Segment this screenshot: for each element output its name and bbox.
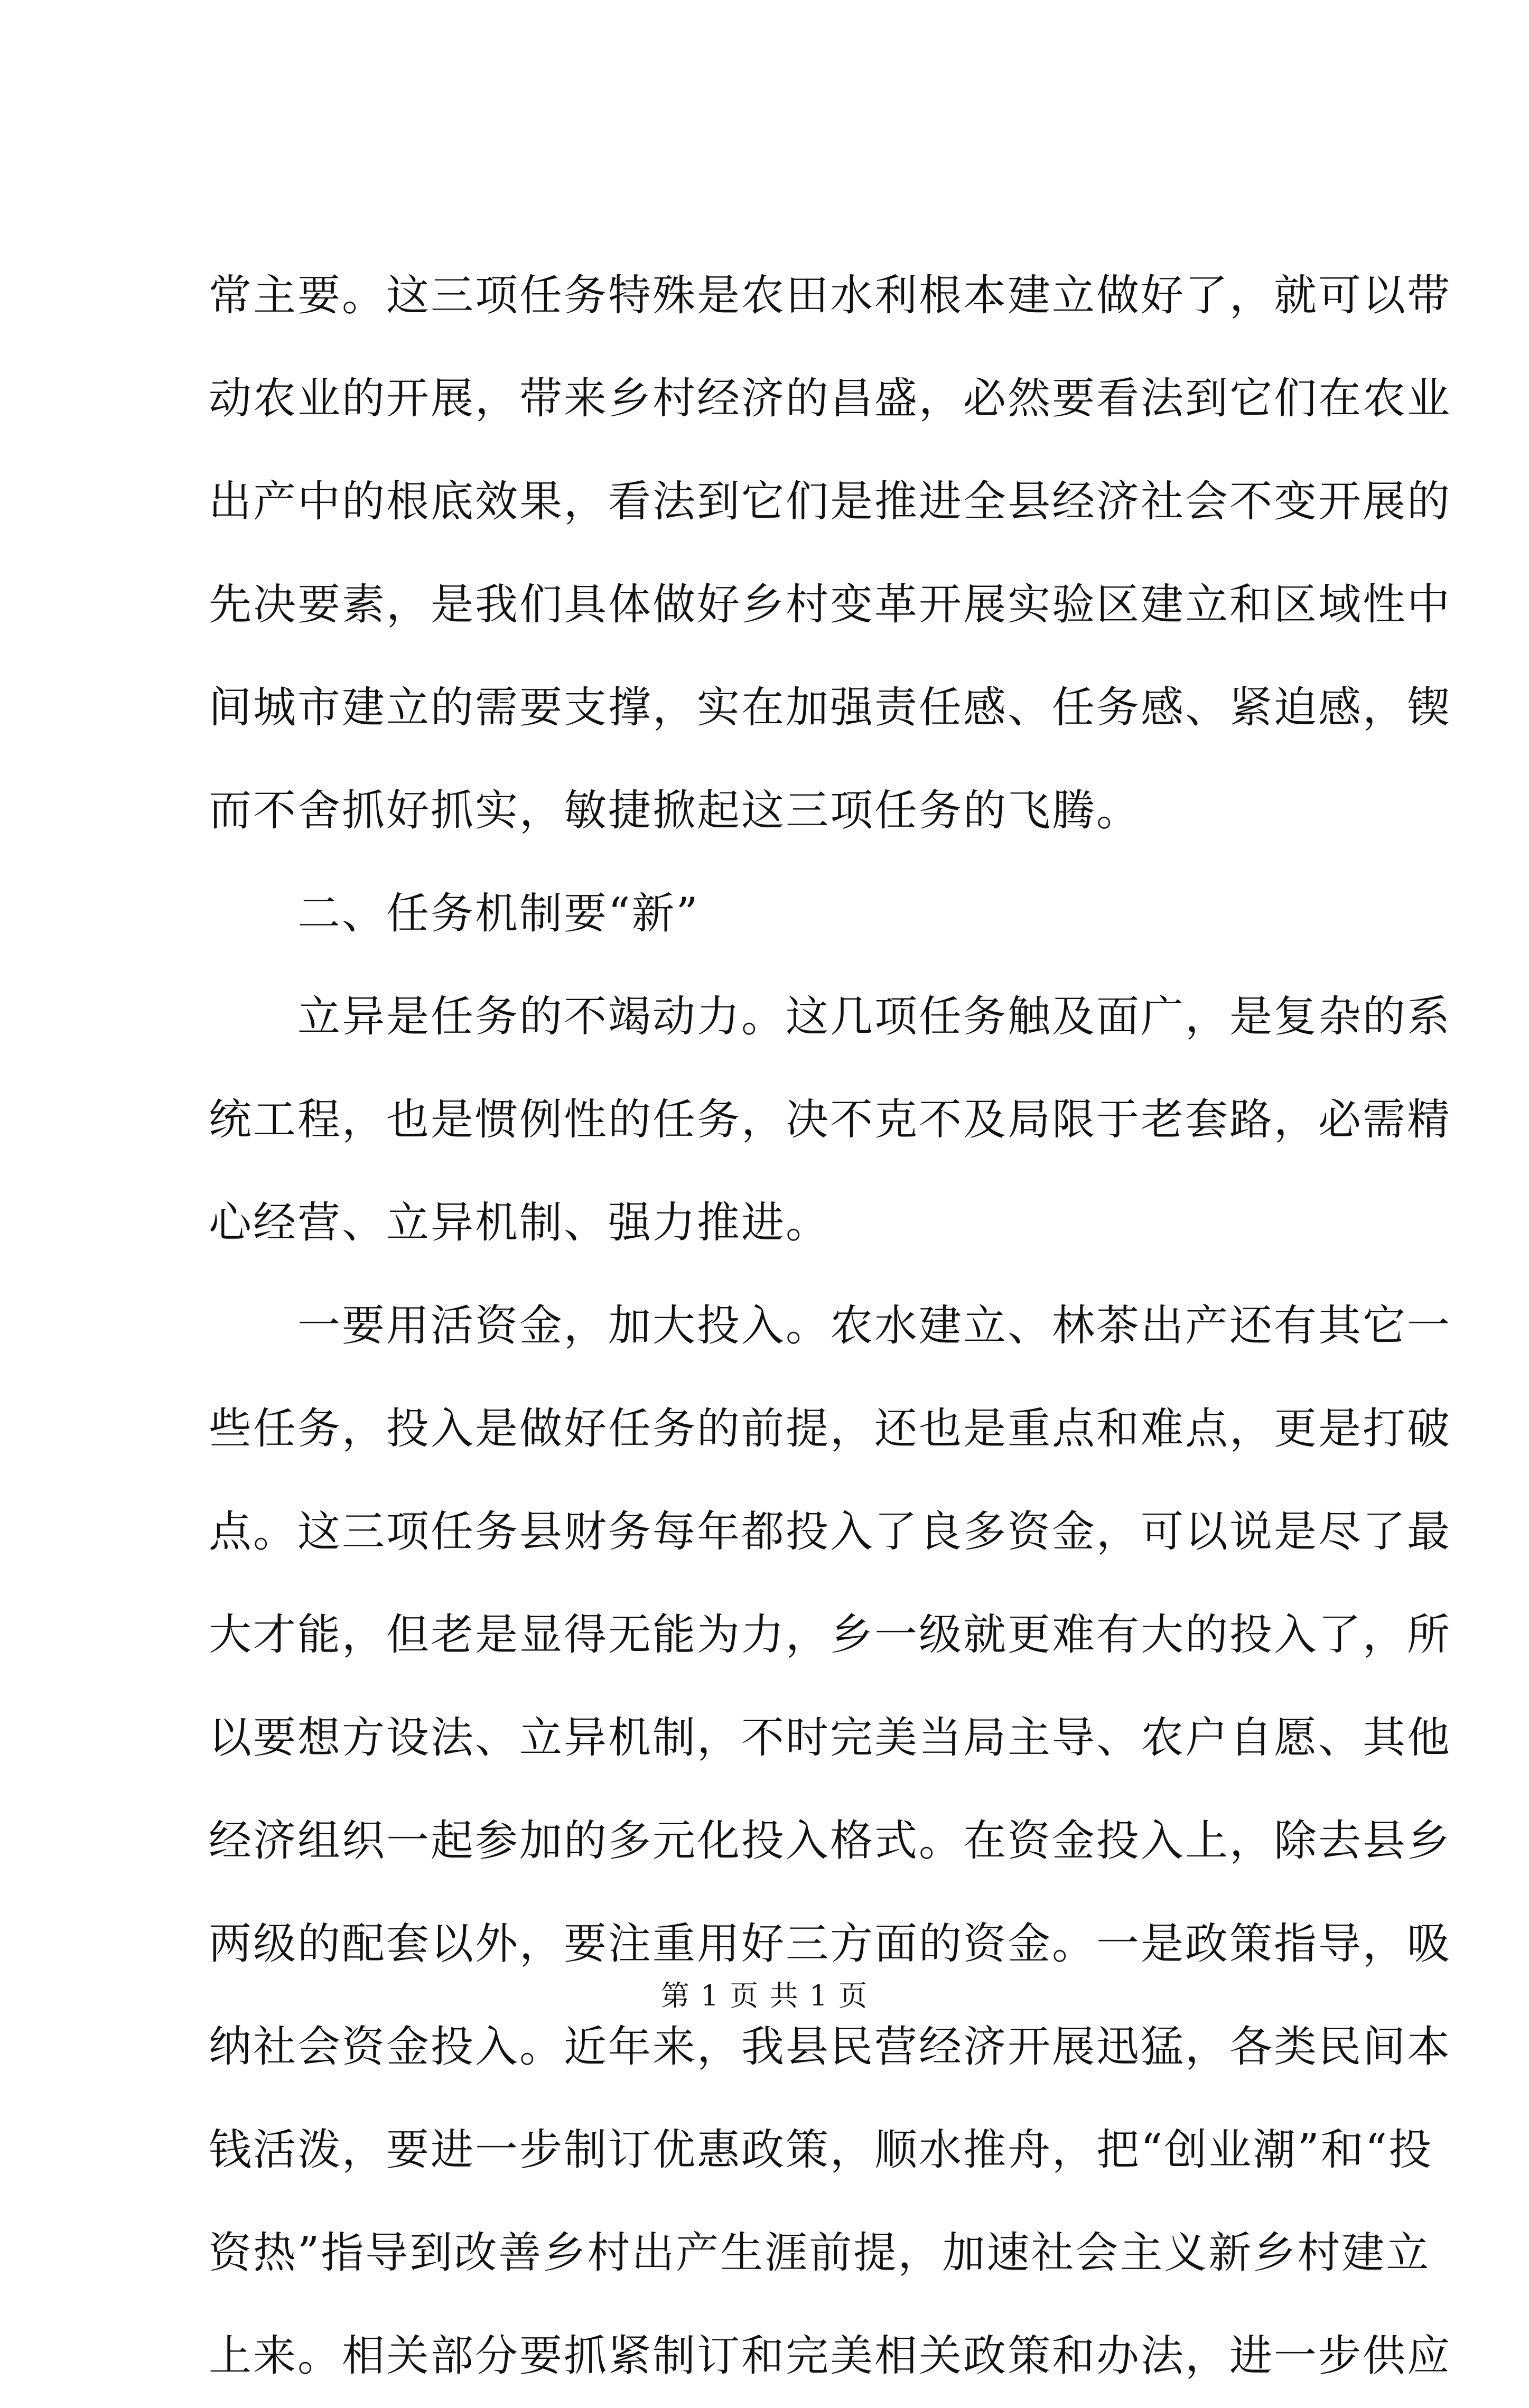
page-footer <box>0 1973 1529 2014</box>
paragraph-3 <box>209 1275 1452 2408</box>
text-line: 出产中的根底效果，看法到它们是推进全县经济社会不变开展的 <box>209 477 1452 527</box>
text-line: 两级的配套以外，要注重用好三方面的资金。一是政策指导，吸 <box>209 1919 1452 1969</box>
text-line: 钱活泼，要进一步制订优惠政策，顺水推舟，把“创业潮”和“投 <box>209 2125 1433 2175</box>
paragraph-1 <box>209 245 1452 863</box>
text-line: 立异是任务的不竭动力。这几项任务触及面广，是复杂的系 <box>209 992 1452 1042</box>
text-line: 点。这三项任务县财务每年都投入了良多资金，可以说是尽了最 <box>209 1507 1452 1557</box>
text-line: 上来。相关部分要抓紧制订和完美相关政策和办法，进一步供应 <box>209 2331 1452 2381</box>
text-line: 以要想方设法、立异机制，不时完美当局主导、农户自愿、其他 <box>209 1713 1452 1763</box>
paragraph-2 <box>209 966 1452 1275</box>
text-line: 而不舍抓好抓实，敏捷掀起这三项任务的飞腾。 <box>209 786 1141 836</box>
text-line: 大才能，但老是显得无能为力，乡一级就更难有大的投入了，所 <box>209 1610 1452 1660</box>
text-line: 动农业的开展，带来乡村经济的昌盛，必然要看法到它们在农业 <box>209 374 1452 424</box>
text-line: 些任务，投入是做好任务的前提，还也是重点和难点，更是打破 <box>209 1404 1452 1454</box>
text-line: 统工程，也是惯例性的任务，决不克不及局限于老套路，必需精 <box>209 1095 1452 1145</box>
text-line: 资热”指导到改善乡村出产生涯前提，加速社会主义新乡村建立 <box>209 2228 1431 2278</box>
text-line: 常主要。这三项任务特殊是农田水利根本建立做好了，就可以带 <box>209 271 1452 321</box>
text-line: 间城市建立的需要支撑，实在加强责任感、任务感、紧迫感，锲 <box>209 683 1452 733</box>
text-line: 一要用活资金，加大投入。农水建立、林茶出产还有其它一 <box>209 1301 1452 1351</box>
heading-line: 二、任务机制要“新” <box>209 889 700 939</box>
text-line: 经济组织一起参加的多元化投入格式。在资金投入上，除去县乡 <box>209 1816 1452 1866</box>
text-line: 心经营、立异机制、强力推进。 <box>209 1198 831 1248</box>
document-body <box>209 245 1452 2408</box>
text-line: 纳社会资金投入。近年来，我县民营经济开展迅猛，各类民间本 <box>209 2022 1452 2072</box>
section-heading <box>209 863 1323 966</box>
page-number-label: 第 1 页 共 1 页 <box>660 1979 869 2012</box>
text-line: 先决要素，是我们具体做好乡村变革开展实验区建立和区域性中 <box>209 580 1452 630</box>
